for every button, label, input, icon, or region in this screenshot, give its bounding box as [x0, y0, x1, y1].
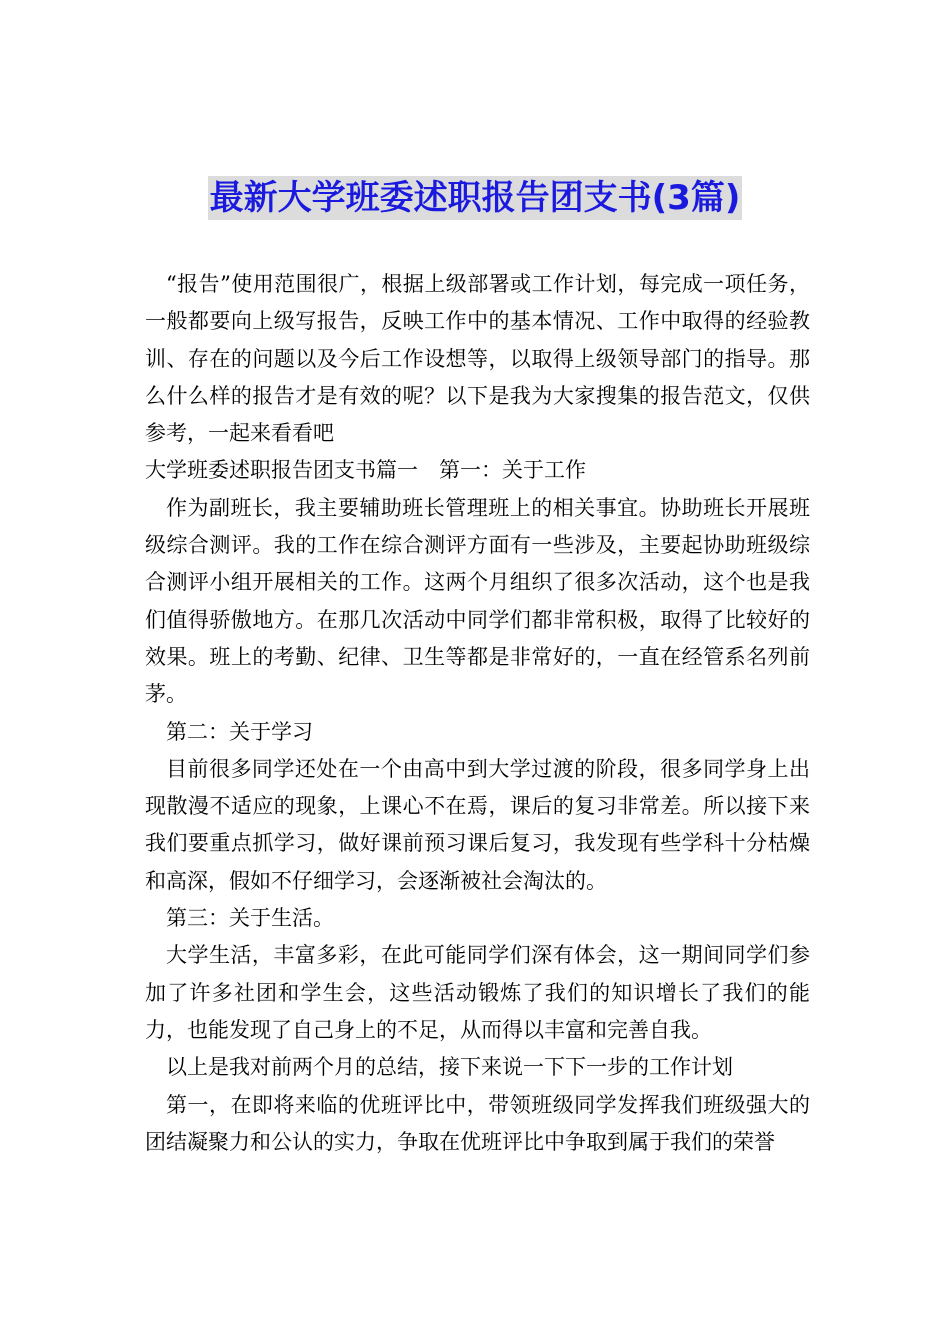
- intro-paragraph: “报告”使用范围很广，根据上级部署或工作计划，每完成一项任务，一般都要向上级写报告，反映工作中的基本情况、工作中取得的经验教训、存在的问题以及今后工作设想等，以取得上级领导部门的指导。那么什么样的报告才是有效的呢？以下是我为大家搜集的报告范文，仅供参考，一起来看看吧: [145, 272, 810, 446]
- subheading-study: 第二：关于学习: [166, 719, 313, 744]
- work-paragraph: 作为副班长，我主要辅助班长管理班上的相关事宜。协助班长开展班级综合测评。我的工作在综合测评方面有一些涉及，主要起协助班级综合测评小组开展相关的工作。这两个月组织了很多次活动，这个也是我们值得骄傲地方。在那几次活动中同学们都非常积极，取得了比较好的效果。班上的考勤、纪律、卫生等都是非常好的，一直在经管系名列前茅。: [145, 495, 810, 707]
- subheading-life: 第三：关于生活。: [166, 906, 334, 931]
- study-paragraph: 目前很多同学还处在一个由高中到大学过渡的阶段，很多同学身上出现散漫不适应的现象，上课心不在焉，课后的复习非常差。所以接下来我们要重点抓学习，做好课前预习课后复习，我发现有些学科十分枯燥和高深，假如不仔细学习，会逐渐被社会淘汰的。: [145, 756, 810, 893]
- document-title: 最新大学班委述职报告团支书(3篇): [209, 178, 741, 218]
- plan-paragraph: 第一，在即将来临的优班评比中，带领班级同学发挥我们班级强大的团结凝聚力和公认的实力，争取在优班评比中争取到属于我们的荣誉: [145, 1092, 810, 1154]
- life-paragraph: 大学生活，丰富多彩，在此可能同学们深有体会，这一期间同学们参加了许多社团和学生会，这些活动锻炼了我们的知识增长了我们的能力，也能发现了自己身上的不足，从而得以丰富和完善自我。: [145, 943, 810, 1042]
- section-heading-part-one: 大学班委述职报告团支书篇一 第一：关于工作: [145, 458, 586, 483]
- title-container: [0, 176, 950, 220]
- summary-paragraph: 以上是我对前两个月的总结，接下来说一下下一步的工作计划: [166, 1055, 733, 1080]
- document-body: [145, 266, 810, 1161]
